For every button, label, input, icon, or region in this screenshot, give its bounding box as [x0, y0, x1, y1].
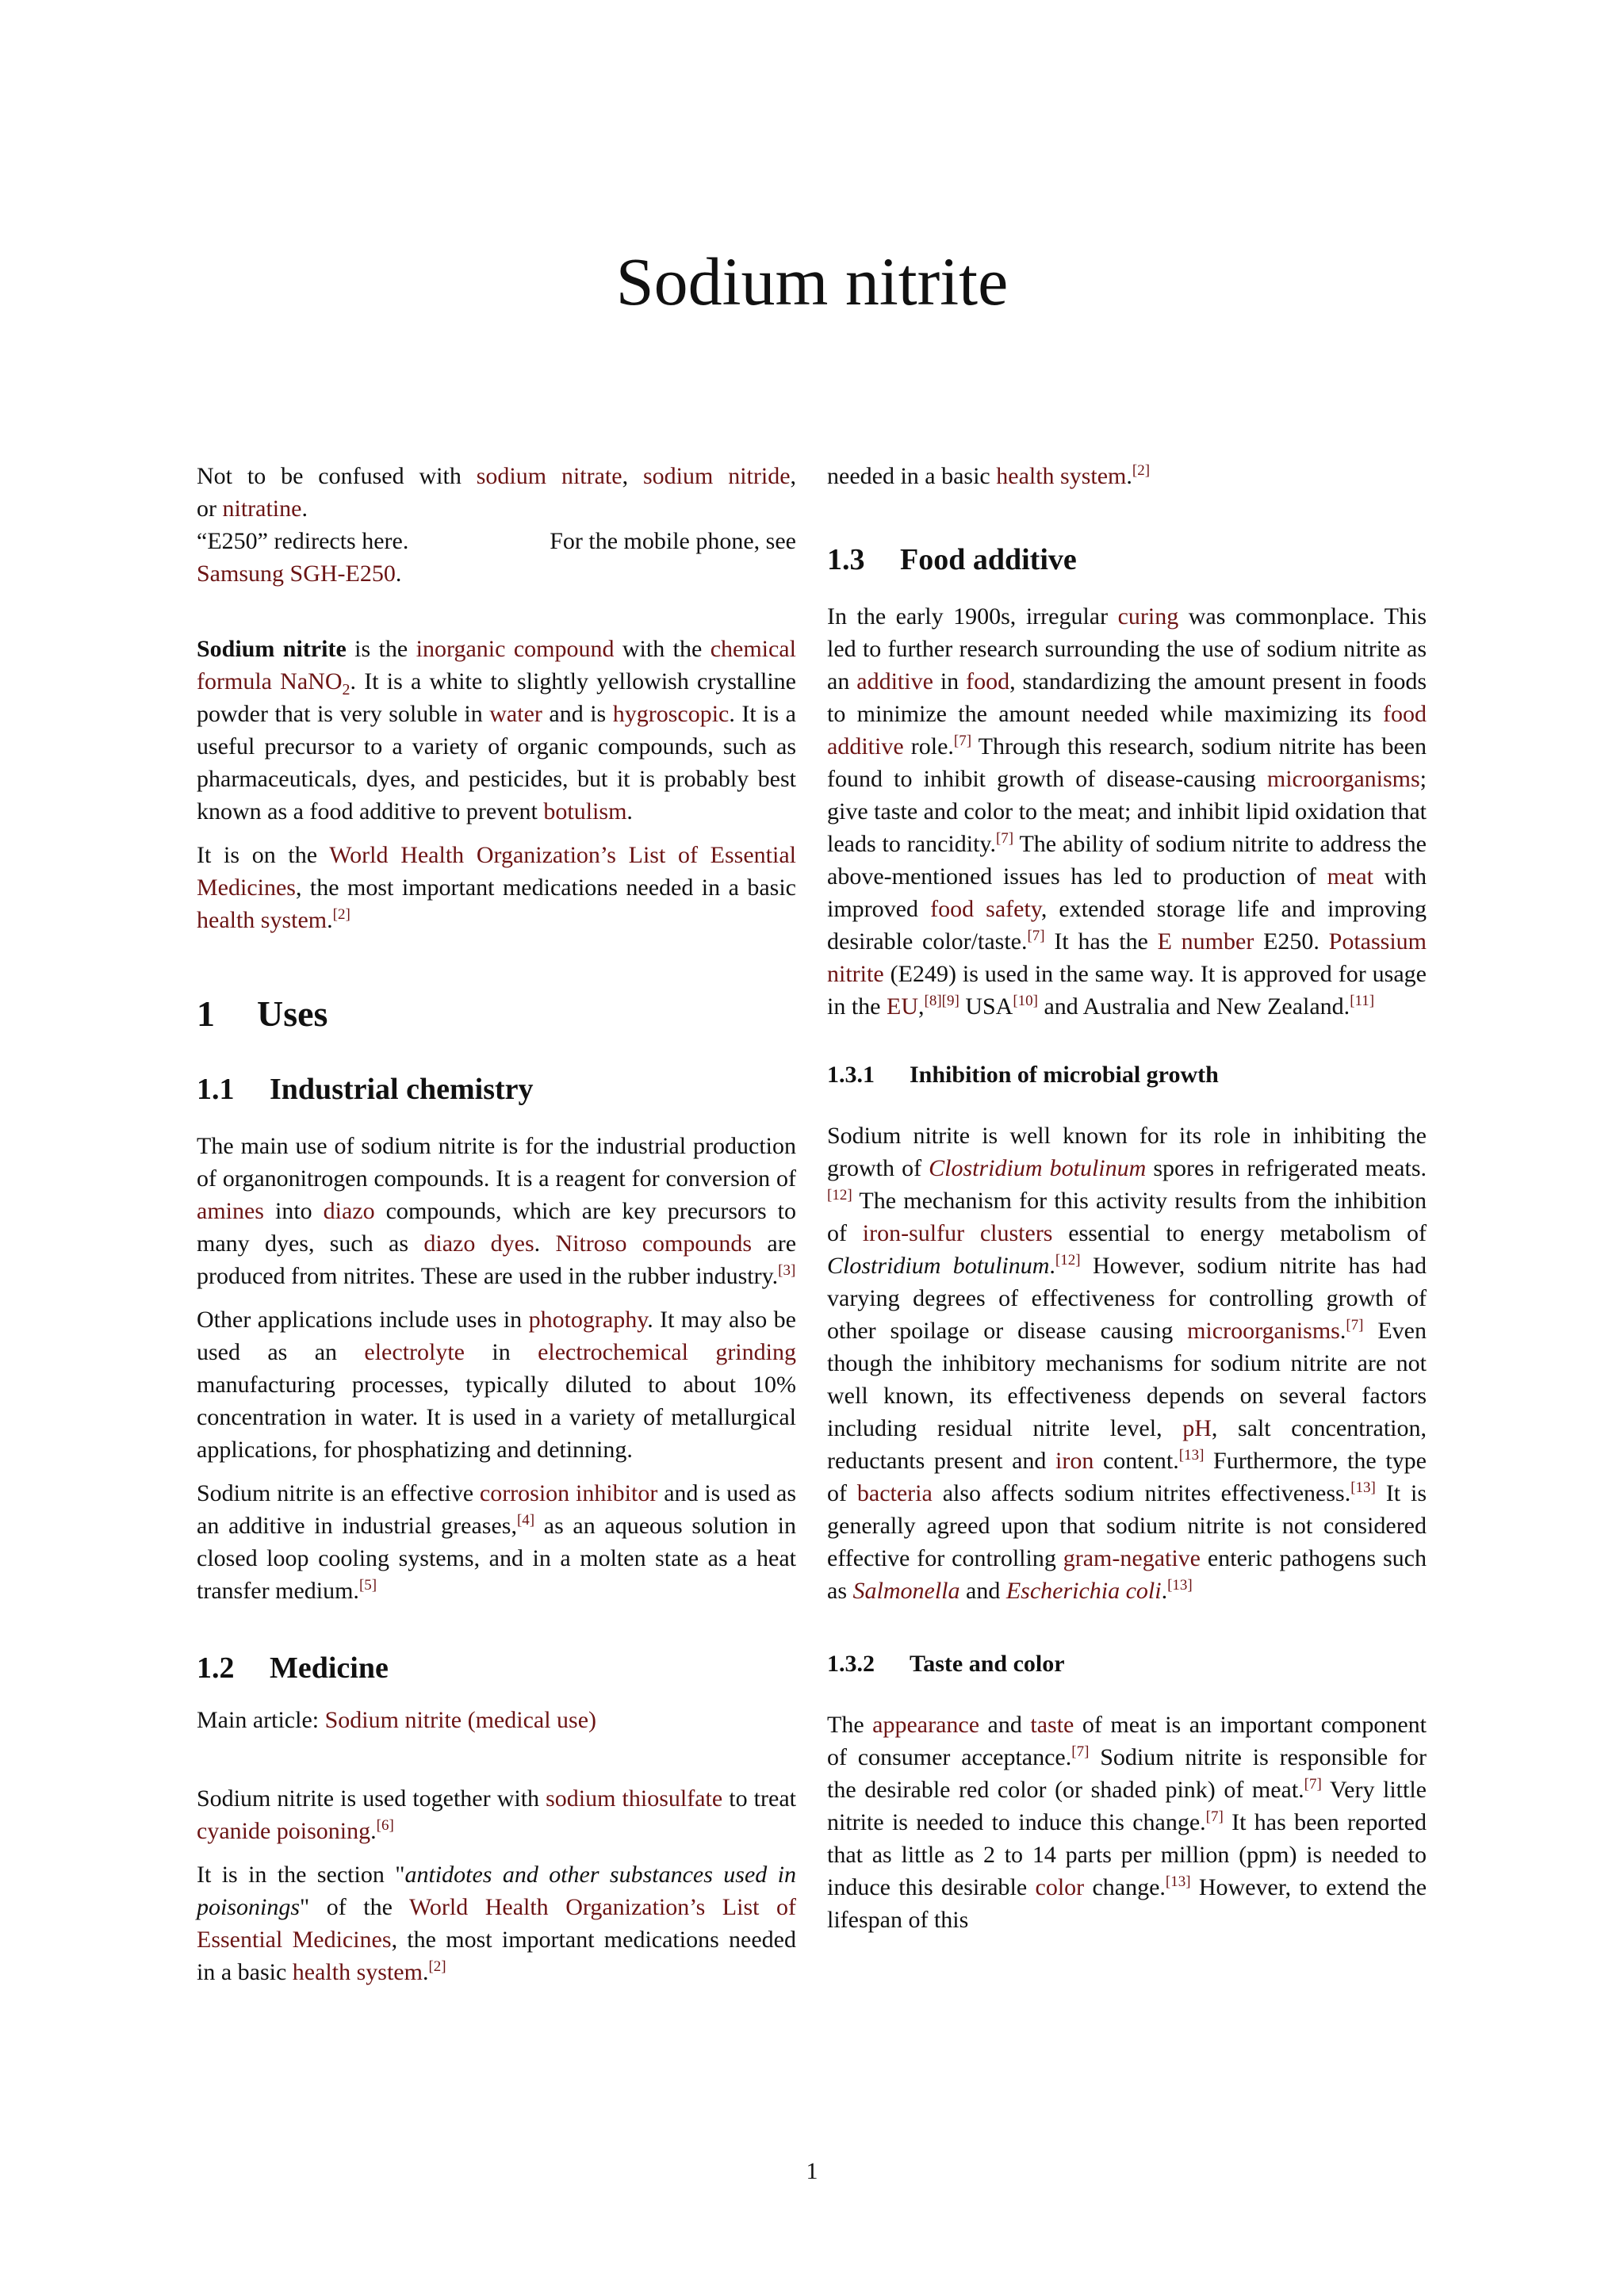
text: Very little nitrite is needed to induce this change.	[827, 1777, 1427, 1835]
text: and is used as an additive in industrial greases,	[197, 1480, 797, 1539]
medicine-paragraph-2	[197, 1858, 796, 1988]
text: . It is a white to slightly yellowish crystalline powder that is very soluble in	[197, 668, 796, 727]
text: . It may also be used as an	[197, 1307, 796, 1365]
citation[interactable]: [4]	[516, 1512, 535, 1529]
text: content.	[1094, 1448, 1179, 1474]
section-number: 1.3	[827, 543, 865, 576]
link-escherichia-coli[interactable]: Escherichia coli	[1005, 1578, 1162, 1604]
section-number: 1.2	[197, 1651, 235, 1685]
citation[interactable]: [10]	[1013, 993, 1038, 1009]
section-title: Industrial chemistry	[270, 1073, 534, 1106]
industrial-paragraph-3	[197, 1477, 796, 1607]
hatnote-redirect	[197, 525, 796, 557]
citation[interactable]: [13]	[1165, 1873, 1191, 1890]
text: It has the	[1044, 928, 1158, 955]
hatnote	[197, 460, 796, 590]
link-iron-sulfur-clusters[interactable]: iron-sulfur clusters	[862, 1220, 1053, 1246]
link-who-essential-medicines[interactable]: World Health Organization’s List of Essential Medicines	[197, 1894, 796, 1953]
section-heading-food-additive	[827, 541, 1427, 578]
text: (E249) is used in the same way. It is approved for usage in the	[827, 961, 1427, 1020]
medicine-paragraph-1	[197, 1782, 796, 1847]
section-title: Taste and color	[910, 1651, 1065, 1677]
italic-text: Clostridium botulinum	[827, 1253, 1050, 1279]
link-hygroscopic[interactable]: hygroscopic	[612, 701, 730, 727]
page-title: Sodium nitrite	[615, 243, 1009, 320]
text: .	[626, 798, 633, 825]
text: For the mobile phone, see	[550, 528, 796, 554]
right-column-main	[827, 460, 1427, 1947]
text: in	[933, 668, 967, 695]
text: The	[827, 1712, 873, 1738]
link-corrosion-inhibitor[interactable]: corrosion inhibitor	[479, 1480, 658, 1506]
section-title: Food additive	[900, 543, 1077, 576]
text: of meat is an important component of consumer acceptance.	[827, 1712, 1427, 1770]
text: However, sodium nitrite has had varying degrees of effectiveness for controlling growth of other spoilage or disease causing	[827, 1253, 1427, 1344]
text: with improved	[827, 863, 1427, 922]
section-number: 1	[197, 993, 215, 1034]
text: Sodium nitrite is well known for its role in inhibiting the growth of	[827, 1123, 1427, 1181]
text: .	[534, 1230, 556, 1257]
text: " of the	[300, 1894, 409, 1920]
text: Main article:	[197, 1707, 325, 1733]
text: Even though the inhibitory mechanisms for sodium nitrite are not well known, its effectiveness depends on several factors including residual nitrite level,	[827, 1318, 1427, 1441]
section-heading-taste-color	[827, 1648, 1427, 1680]
text: Through this research, sodium nitrite has been found to inhibit growth of disease-causing	[827, 733, 1427, 792]
text: and	[959, 1578, 1006, 1604]
citation[interactable]: [13]	[1178, 1447, 1205, 1464]
citation[interactable]: [3]	[778, 1262, 796, 1279]
text: Not to be confused with	[197, 463, 477, 489]
link-nitroso-compounds[interactable]: Nitroso compounds	[555, 1230, 753, 1257]
section-title: Inhibition of microbial growth	[910, 1062, 1219, 1088]
link-meat[interactable]: meat	[1327, 863, 1373, 890]
text: ,	[790, 463, 797, 489]
industrial-paragraph-1	[197, 1130, 796, 1292]
link-salmonella[interactable]: Salmonella	[852, 1578, 960, 1604]
main-article-note	[197, 1704, 796, 1736]
text: and is	[542, 701, 613, 727]
section-number: 1.3.2	[827, 1651, 875, 1677]
section-heading-industrial-chemistry	[197, 1071, 796, 1108]
text: It is generally agreed upon that sodium nitrite is not considered effective for controlling	[827, 1480, 1427, 1571]
text: .	[395, 561, 402, 587]
link-iron[interactable]: iron	[1055, 1448, 1094, 1474]
link-samsung-sgh-e250[interactable]: Samsung SGH-E250	[197, 561, 396, 587]
text: .	[301, 496, 308, 522]
link-gram-negative[interactable]: gram-negative	[1063, 1545, 1201, 1571]
section-heading-medicine	[197, 1650, 796, 1686]
link-who-essential-medicines[interactable]: World Health Organization’s List of Essential Medicines	[197, 842, 796, 901]
text: enteric pathogens such as	[827, 1545, 1427, 1604]
section-title: Uses	[257, 993, 328, 1034]
link-health-system[interactable]: health system	[996, 463, 1127, 489]
text: are produced from nitrites. These are used in the rubber industry.	[197, 1230, 797, 1289]
link-health-system[interactable]: health system	[292, 1959, 423, 1985]
link-additive[interactable]: additive	[856, 668, 933, 695]
link-nitratine[interactable]: nitratine	[222, 496, 302, 522]
citation[interactable]: [2]	[332, 906, 350, 923]
text: or	[197, 496, 223, 522]
link-sodium-nitrate[interactable]: sodium nitrate	[476, 463, 622, 489]
link-clostridium-botulinum[interactable]: Clostridium botulinum	[929, 1155, 1147, 1181]
text: Furthermore, the type of	[827, 1448, 1427, 1506]
text: essential to energy metabolism of	[1052, 1220, 1427, 1246]
section-heading-microbial-growth	[827, 1059, 1427, 1091]
text: ,	[918, 993, 925, 1020]
section-title: Medicine	[270, 1651, 389, 1685]
link-sodium-nitride[interactable]: sodium nitride	[642, 463, 791, 489]
link-microorganisms[interactable]: microorganisms	[1187, 1318, 1340, 1344]
hatnote-confusion-cont	[197, 492, 796, 525]
link-sodium-thiosulfate[interactable]: sodium thiosulfate	[546, 1785, 723, 1812]
link-curing[interactable]: curing	[1117, 603, 1179, 629]
text: was commonplace. This led to further research surrounding the use of sodium nitrite as an	[827, 603, 1427, 695]
text: chemical formula NaNO	[197, 636, 796, 695]
text: to treat	[722, 1785, 796, 1812]
text: manufacturing processes, typically diluted to about 10% concentration in water. It is used in a variety of metallurgical applications, for phosphatizing and detinning.	[197, 1372, 796, 1463]
citation[interactable]: [7]	[1027, 928, 1045, 944]
industrial-paragraph-2	[197, 1303, 796, 1466]
text: ; give taste and color to the meat; and inhibit lipid oxidation that leads to rancidity.	[827, 766, 1427, 857]
intro-paragraph-1	[197, 633, 796, 828]
text: is the	[346, 636, 416, 662]
text: The ability of sodium nitrite to address the above-mentioned issues has led to production of	[827, 831, 1427, 890]
text: also affects sodium nitrites effectiveness.	[932, 1480, 1351, 1506]
citation[interactable]: [7]	[953, 733, 972, 749]
medicine-paragraph-2-cont: needed in a basic health system.[2]	[827, 462, 1151, 489]
text: role.	[903, 733, 954, 760]
citation[interactable]: [13]	[1167, 1577, 1193, 1594]
text: and	[979, 1712, 1031, 1738]
text: It is on the	[197, 842, 330, 868]
microbial-growth-paragraph	[827, 1119, 1427, 1607]
link-eu[interactable]: EU	[887, 993, 918, 1020]
citation[interactable]: [7]	[995, 830, 1014, 847]
citation[interactable]: [7]	[1071, 1743, 1090, 1760]
text: .	[370, 1818, 377, 1844]
text: , the most important medications needed in a basic	[295, 874, 796, 901]
link-sodium-nitrite-medical-use[interactable]: Sodium nitrite (medical use)	[324, 1707, 597, 1733]
text: in	[465, 1339, 538, 1365]
link-food-safety[interactable]: food safety	[930, 896, 1041, 922]
bold-term: Sodium nitrite	[197, 636, 347, 662]
link-inorganic-compound[interactable]: inorganic compound	[416, 636, 615, 662]
link-microorganisms[interactable]: microorganisms	[1266, 766, 1420, 792]
italic-text: antidotes and other substances used in poisonings	[197, 1862, 796, 1920]
section-number: 1.1	[197, 1073, 235, 1106]
text: Sodium nitrite is responsible for the desirable red color (or shaded pink) of meat.	[827, 1744, 1427, 1803]
text: . It is a useful precursor to a variety of organic compounds, such as pharmaceuticals, dyes, and pesticides, but it is probably best known as a food additive to prevent	[197, 701, 797, 825]
text: E250.	[1254, 928, 1329, 955]
text: .	[327, 907, 333, 933]
section-heading-uses	[197, 992, 796, 1036]
link-bacteria[interactable]: bacteria	[856, 1480, 933, 1506]
text: In the early 1900s, irregular	[827, 603, 1118, 629]
link-ph[interactable]: pH	[1182, 1415, 1212, 1441]
text: The mechanism for this activity results from the inhibition of	[827, 1188, 1427, 1246]
left-column	[197, 460, 796, 1999]
text: .	[1161, 1578, 1168, 1604]
hatnote-confusion	[197, 460, 796, 492]
link-health-system[interactable]: health system	[197, 907, 327, 933]
subscript: 2	[342, 681, 350, 698]
page-number: 1	[806, 2158, 818, 2184]
text: , the most important medications needed in a basic	[197, 1927, 796, 1985]
link-food[interactable]: food	[966, 668, 1010, 695]
food-additive-paragraph	[827, 600, 1427, 1023]
text: .	[1049, 1253, 1055, 1279]
taste-color-paragraph	[827, 1709, 1427, 1936]
link-e-number[interactable]: E number	[1157, 928, 1254, 955]
text: Sodium nitrite is an effective	[197, 1480, 480, 1506]
text: .	[422, 1959, 429, 1985]
text: , standardizing the amount present in foods to minimize the amount needed while maximizing its	[827, 668, 1427, 727]
text: Sodium nitrite is used together with	[197, 1785, 546, 1812]
text: and Australia and New Zealand.	[1037, 993, 1350, 1020]
text: as an aqueous solution in closed loop cooling systems, and in a molten state as a heat transfer medium.	[197, 1513, 796, 1604]
link-taste[interactable]: taste	[1030, 1712, 1074, 1738]
link-diazo[interactable]: diazo	[323, 1198, 375, 1224]
citation[interactable]: [8][9]	[924, 993, 959, 1009]
text: with the	[614, 636, 710, 662]
citation[interactable]: [6]	[376, 1817, 394, 1834]
citation[interactable]: [2]	[428, 1958, 446, 1975]
text: “E250” redirects here.	[197, 528, 409, 554]
text: change.	[1084, 1874, 1166, 1900]
text: It is in the section "	[197, 1862, 405, 1888]
link-botulism[interactable]: botulism	[543, 798, 627, 825]
text: , extended storage life and improving desirable color/taste.	[827, 896, 1427, 955]
citation[interactable]: [5]	[358, 1577, 377, 1594]
text: USA	[959, 993, 1013, 1020]
text: .	[1339, 1318, 1346, 1344]
citation[interactable]: [2]	[1132, 462, 1151, 479]
link-food-additive[interactable]: food additive	[827, 701, 1427, 760]
citation[interactable]: [7]	[1346, 1317, 1364, 1334]
link-photography[interactable]: photography	[528, 1307, 648, 1333]
link-appearance[interactable]: appearance	[872, 1712, 980, 1738]
text: Other applications include uses in	[197, 1307, 529, 1333]
text: spores in refrigerated meats.	[1146, 1155, 1427, 1181]
text: into	[263, 1198, 324, 1224]
text: compounds, which are key precursors to many dyes, such as	[197, 1198, 796, 1257]
citation[interactable]: [13]	[1350, 1479, 1376, 1496]
citation[interactable]: [7]	[1205, 1808, 1224, 1825]
citation[interactable]: [7]	[1304, 1776, 1322, 1793]
link-cyanide-poisoning[interactable]: cyanide poisoning	[197, 1818, 371, 1844]
hatnote-redirect-cont	[197, 557, 796, 590]
link-potassium-nitrite[interactable]: Potassium nitrite	[827, 928, 1427, 987]
text: , salt concentration, reductants present and	[827, 1415, 1427, 1474]
text: ,	[622, 463, 643, 489]
intro-paragraph-2	[197, 839, 796, 936]
citation[interactable]: [11]	[1350, 993, 1375, 1009]
text: It has been reported that as little as 2 to 14 parts per million (ppm) is needed to induce this desirable	[827, 1809, 1427, 1900]
link-water[interactable]: water	[489, 701, 542, 727]
text: However, to extend the lifespan of this	[827, 1874, 1427, 1933]
section-number: 1.3.1	[827, 1062, 875, 1088]
citation[interactable]: [12]	[827, 1187, 852, 1203]
link-electrolyte[interactable]: electrolyte	[364, 1339, 465, 1365]
link-amines[interactable]: amines	[197, 1198, 264, 1224]
citation[interactable]: [12]	[1055, 1252, 1081, 1269]
link-electrochemical-grinding[interactable]: electrochemical grinding	[538, 1339, 796, 1365]
link-diazo-dyes[interactable]: diazo dyes	[423, 1230, 534, 1257]
text: The main use of sodium nitrite is for the industrial production of organonitrogen compounds. It is a reagent for conversion of	[197, 1133, 796, 1192]
link-color[interactable]: color	[1035, 1874, 1085, 1900]
